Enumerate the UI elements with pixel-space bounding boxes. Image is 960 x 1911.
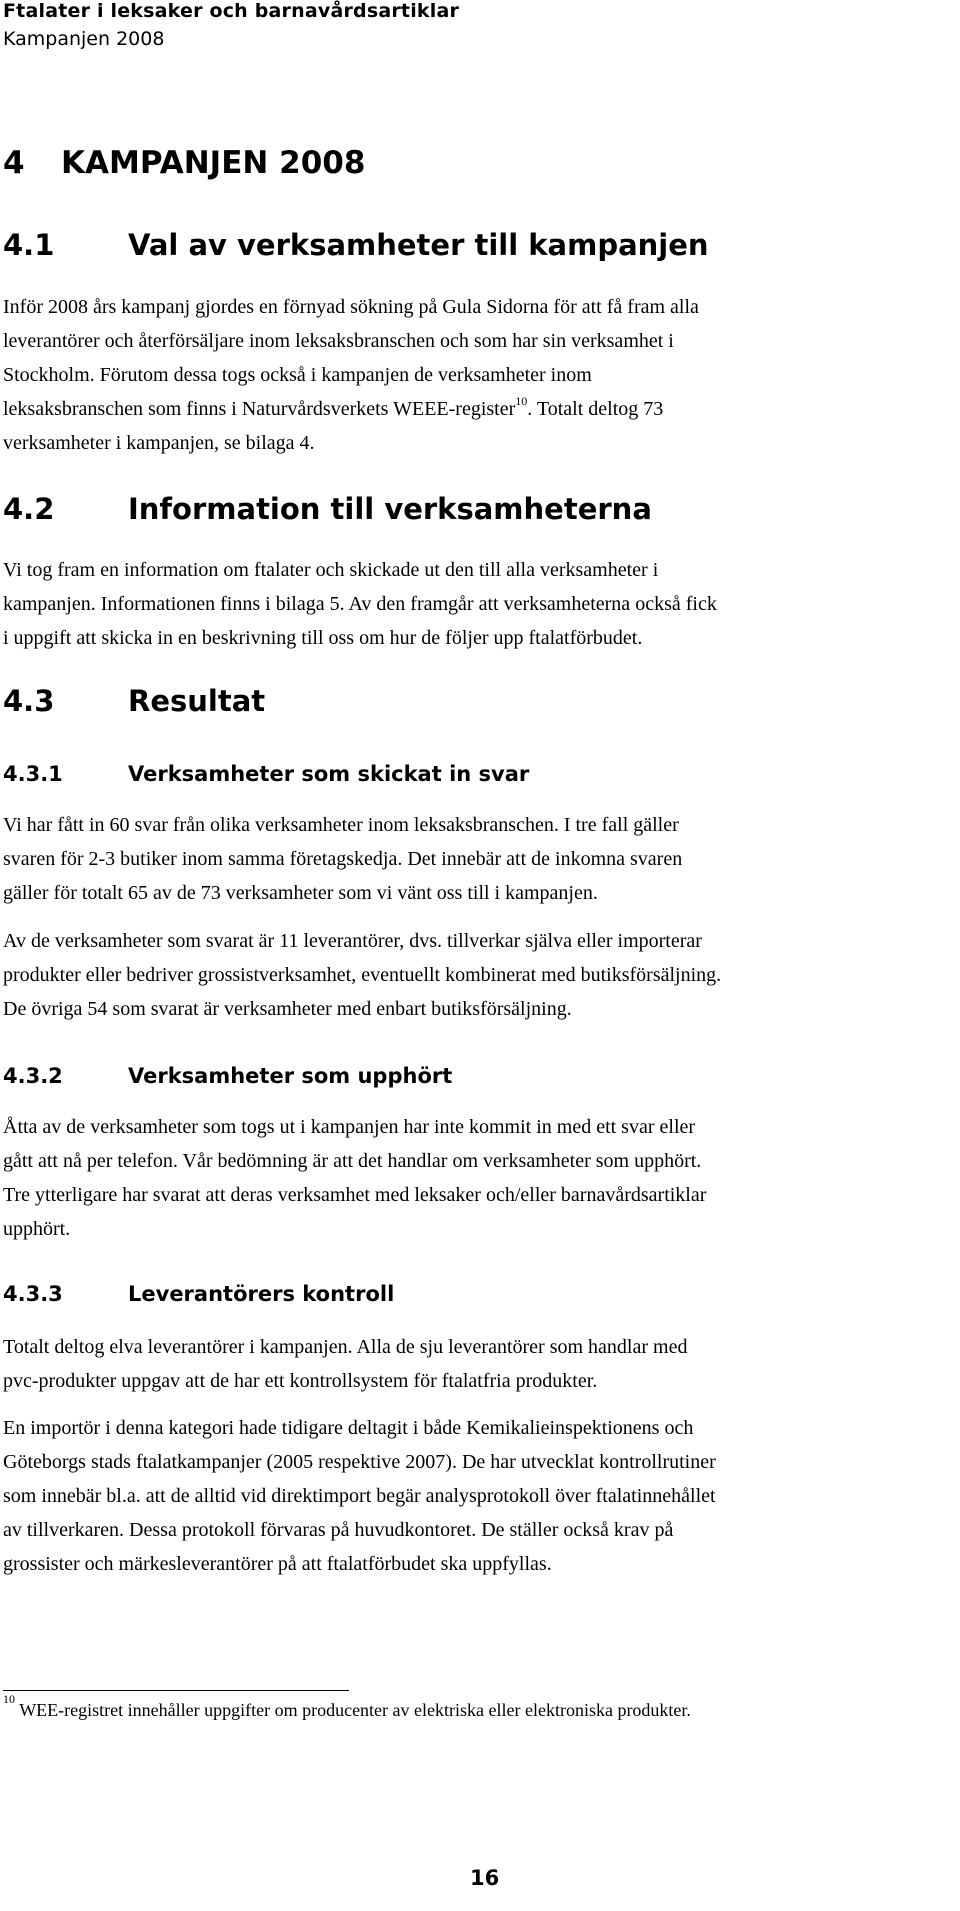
section-title: Val av verksamheter till kampanjen <box>128 228 709 262</box>
text-line: Inför 2008 års kampanj gjordes en förnyad sökning på Gula Sidorna för att få fram alla <box>3 296 699 318</box>
text-line <box>3 392 953 426</box>
section-number: 4.2 <box>3 492 55 526</box>
paragraph <box>3 808 953 910</box>
section-title: Resultat <box>128 684 266 718</box>
text-line: Av de verksamheter som svarat är 11 leverantörer, dvs. tillverkar själva eller importerar <box>3 930 702 952</box>
text-line: svaren för 2-3 butiker inom samma företagskedja. Det innebär att de inkomna svaren <box>3 848 683 870</box>
text-fragment: leksaksbranschen som finns i Naturvårdsverkets WEEE-register <box>3 398 516 420</box>
subsection-title: Leverantörers kontroll <box>128 1282 395 1306</box>
paragraph <box>3 1330 953 1398</box>
section-heading <box>3 684 265 718</box>
subsection-heading <box>3 1064 452 1088</box>
subsection-title: Verksamheter som upphört <box>128 1064 453 1088</box>
chapter-heading <box>3 145 365 181</box>
chapter-title: KAMPANJEN 2008 <box>61 145 366 181</box>
text-line: Totalt deltog elva leverantörer i kampanjen. Alla de sju leverantörer som handlar med <box>3 1336 688 1358</box>
footnote-reference[interactable]: 10 <box>515 394 528 409</box>
text-line: i uppgift att skicka in en beskrivning till oss om hur de följer upp ftalatförbudet. <box>3 627 643 649</box>
text-line: grossister och märkesleverantörer på att ftalatförbudet ska uppfyllas. <box>3 1553 552 1575</box>
text-line: Vi tog fram en information om ftalater och skickade ut den till alla verksamheter i <box>3 559 659 581</box>
chapter-number: 4 <box>3 145 25 181</box>
text-line: av tillverkaren. Dessa protokoll förvaras på huvudkontoret. De ställer också krav på <box>3 1519 674 1541</box>
section-number: 4.3 <box>3 684 55 718</box>
footnote-separator <box>3 1690 349 1691</box>
subsection-number: 4.3.1 <box>3 762 63 786</box>
footnote-text: WEE-registret innehåller uppgifter om producenter av elektriska eller elektroniska produkter. <box>19 1700 691 1720</box>
paragraph <box>3 1110 953 1246</box>
text-line: upphört. <box>3 1218 71 1240</box>
text-line: Göteborgs stads ftalatkampanjer (2005 respektive 2007). De har utvecklat kontrollrutiner <box>3 1451 716 1473</box>
subsection-heading <box>3 762 529 786</box>
section-heading <box>3 492 652 526</box>
text-fragment: . Totalt deltog 73 <box>527 398 664 420</box>
paragraph <box>3 290 953 460</box>
text-line: produkter eller bedriver grossistverksamhet, eventuellt kombinerat med butiksförsäljning. <box>3 964 722 986</box>
text-line: kampanjen. Informationen finns i bilaga 5. Av den framgår att verksamheterna också fick <box>3 593 717 615</box>
section-number: 4.1 <box>3 228 55 262</box>
subsection-heading <box>3 1282 394 1306</box>
running-header-title: Ftalater i leksaker och barnavårdsartiklar <box>3 0 460 22</box>
text-line: Stockholm. Förutom dessa togs också i kampanjen de verksamheter inom <box>3 364 592 386</box>
text-line: En importör i denna kategori hade tidigare deltagit i både Kemikalieinspektionens och <box>3 1417 694 1439</box>
running-header-subtitle: Kampanjen 2008 <box>3 28 165 50</box>
text-line: som innebär bl.a. att de alltid vid direktimport begär analysprotokoll över ftalatinnehållet <box>3 1485 716 1507</box>
text-line: Tre ytterligare har svarat att deras verksamhet med leksaker och/eller barnavårdsartiklar <box>3 1184 707 1206</box>
text-line: leverantörer och återförsäljare inom leksaksbranschen och som har sin verksamhet i <box>3 330 674 352</box>
text-line: De övriga 54 som svarat är verksamheter med enbart butiksförsäljning. <box>3 998 572 1020</box>
footnote-number: 10 <box>3 1692 15 1706</box>
text-line: Åtta av de verksamheter som togs ut i kampanjen har inte kommit in med ett svar eller <box>3 1116 696 1138</box>
text-line: verksamheter i kampanjen, se bilaga 4. <box>3 432 315 454</box>
paragraph <box>3 553 953 655</box>
paragraph <box>3 1411 953 1581</box>
subsection-title: Verksamheter som skickat in svar <box>128 762 530 786</box>
footnote <box>3 1692 691 1721</box>
subsection-number: 4.3.3 <box>3 1282 63 1306</box>
section-title: Information till verksamheterna <box>128 492 652 526</box>
paragraph <box>3 924 953 1026</box>
text-line: Vi har fått in 60 svar från olika verksamheter inom leksaksbranschen. I tre fall gäller <box>3 814 679 836</box>
subsection-number: 4.3.2 <box>3 1064 63 1088</box>
page-number: 16 <box>470 1866 500 1890</box>
text-line: pvc-produkter uppgav att de har ett kontrollsystem för ftalatfria produkter. <box>3 1370 598 1392</box>
text-line: gått att nå per telefon. Vår bedömning är att det handlar om verksamheter som upphört. <box>3 1150 702 1172</box>
section-heading <box>3 228 709 262</box>
text-line: gäller för totalt 65 av de 73 verksamheter som vi vänt oss till i kampanjen. <box>3 882 598 904</box>
